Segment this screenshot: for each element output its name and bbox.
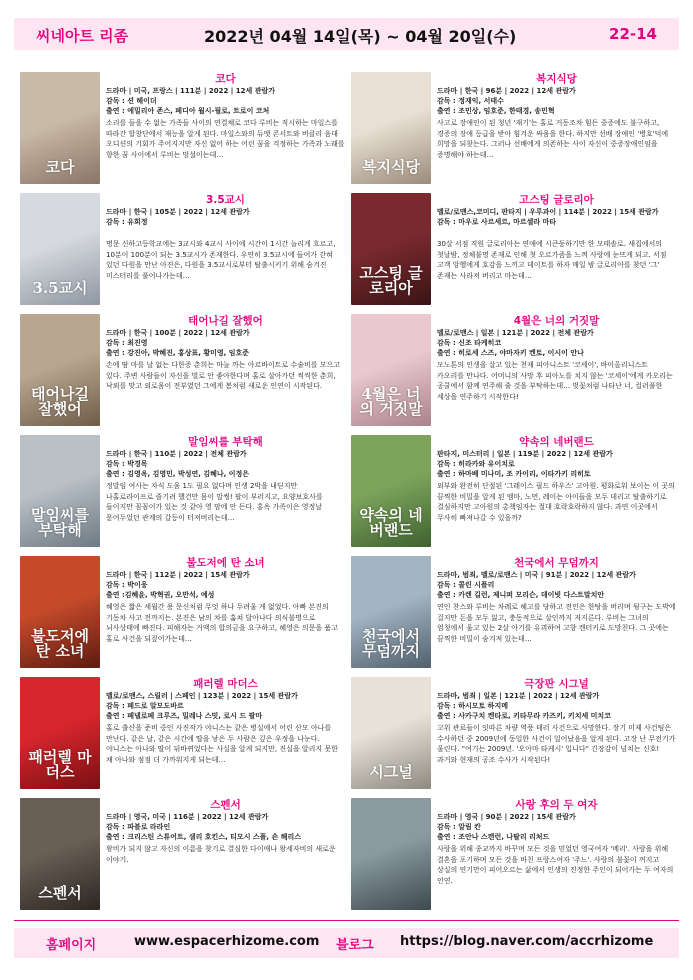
poster-title: 불도저에 탄 소녀 — [31, 626, 89, 661]
film-meta: 드라마 | 한국 | 100분 | 2022 | 12세 관람가 — [106, 329, 250, 337]
blog-link[interactable]: https://blog.naver.com/accrhizome — [400, 934, 654, 949]
film-cast: 출연 : 사카구치 켄타로, 키타무라 카즈키, 키치세 미치코 — [437, 712, 611, 720]
film-synopsis: 정말임 여사는 자식 도움 1도 필요 없다며 인생 2막을 내딛지만 나홀로라이프로 즐기려 했건만 몸이 말썽! 팔이 부러지고, 요양보호사를 들이지만 꼼꼼이가 있는 것 같아 영 맘에 안 든다. 홍옥 가족이은 영정날 묻어두었던 관계의 갈등이 터져버리는데… — [106, 482, 323, 522]
film-title: 코다 — [215, 73, 236, 85]
film-synopsis: 손에 땀 마를 날 없는 다한증 춘희는 마늘 까는 아르바이트로 수술비를 모으고 있다. 주변 사람들이 자신을 벌로 안 좋아한다며 홀로 살아가던 씩씩한 춘희, 낙뢰를 맞고 외로움이 전부였던 그에게 봄처럼 새로운 인연이 시작된다. — [106, 361, 341, 390]
poster-title: 패러렐 마더스 — [28, 747, 92, 782]
movie-poster — [20, 556, 100, 668]
date-range: 2022년 04월 14일(목) ~ 04월 20일(수) — [204, 27, 517, 46]
film-synopsis: 모노톤의 인생을 살고 있는 천재 피아니스트 '코세이', 바이올리니스트 카오리를 만나다. 어머니의 사망 후 피아노를 치지 않는 '코세이'에게 카오리는 공쿨에서 함께 연주해 줄 것을 부탁하는데… 벚꽃처럼 나타난 너, 컬러풀한 세상을 연주하기 시작한다! — [437, 361, 673, 401]
film-info — [106, 798, 345, 908]
film-director: 감독 : 콜린 시플리 — [437, 581, 495, 589]
film-info — [106, 314, 345, 424]
film-entry — [20, 798, 345, 915]
film-cast: 출연 : 히로세 스즈, 야마자키 켄토, 이시이 안나 — [437, 349, 584, 357]
poster-title: 약속의 네버랜드 — [359, 505, 423, 540]
movie-poster — [351, 314, 431, 426]
blog-label: 블로그 — [336, 938, 374, 953]
film-synopsis: 고위 관료들이 잇따른 차량 역풍 테러 사건으로 사망한다. 장기 미제 사건팀은 수사하던 중 2009년에 동일한 사건이 일어났음을 알게 된다. 고장 난 무전기가 울린다. "여기는 2009년. '오아마 타케시' 입니다" 긴장감이 넘치는 신호! 과거와 현재의 공조 수사가 시작된다! — [437, 724, 676, 764]
film-cast: 출연 : 조안나 스캔런, 나탈리 리처드 — [437, 833, 550, 841]
film-info — [437, 193, 676, 303]
film-info — [437, 435, 676, 545]
film-info — [437, 556, 676, 666]
film-info — [437, 72, 676, 182]
film-director: 감독 : 하시모토 하지메 — [437, 702, 508, 710]
film-title: 패러렐 마더스 — [193, 678, 258, 690]
film-director: 감독 : 알림 칸 — [437, 823, 481, 831]
poster-title: 태어나길 잘했어 — [31, 384, 89, 419]
homepage-link[interactable]: www.espacerhizome.com — [134, 934, 320, 949]
header-bar — [14, 18, 679, 50]
movie-poster — [351, 798, 431, 910]
film-title: 3.5교시 — [206, 194, 245, 206]
film-title: 복지식당 — [536, 73, 577, 85]
film-synopsis: 외부와 완전히 단절된 '그레이스 필드 하우스' 고아원. 평화로워 보이는 이 곳의 끔찍한 비밀을 알게 된 엠마, 노먼, 레이는 아이들을 모두 데리고 탈출하기로 결심하지만 고아원의 총책임자는 절대 호락호락하지 않다. 과연 이곳에서 무사히 빠져나갈 수 있을까? — [437, 482, 675, 522]
film-director: 감독 : 정재익, 서태수 — [437, 97, 504, 105]
film-synopsis: 홀로 출산을 준비 중인 사진작가 야니스는 같은 병실에서 어린 산모 아나를 만난다. 같은 날, 같은 시간에 딸을 낳은 두 사람은 깊은 우정을 나눈다. 야니스는 아나와 딸이 뒤바뀌었다는 사실을 알게 되지만, 진실을 알리지 못한 채 아나와 점점 더 가까워지게 되는데… — [106, 724, 338, 764]
movie-poster — [351, 72, 431, 184]
movie-poster — [20, 677, 100, 789]
film-synopsis: 왕비가 되지 않고 자신의 이름을 찾기로 결심한 다이애나 왕세자비의 새로운 이야기. — [106, 845, 336, 864]
poster-title: 시그널 — [369, 763, 413, 782]
film-title: 불도저에 탄 소녀 — [186, 557, 265, 569]
footer-divider — [14, 920, 679, 921]
film-entry — [351, 193, 676, 310]
film-director: 감독 : 마우로 사르세르, 마르셀라 마타 — [437, 218, 557, 226]
film-director: 감독 : 박이웅 — [106, 581, 148, 589]
film-synopsis: 혜영은 짧은 세월간 용 문신처럼 무엇 하나 두려울 게 없었다. 아빠 본진의 기동차 사고 전까지는. 본진은 남의 차를 훔쳐 달아나다 의식불명으로 뇌사상태에 빠진다. 피해자는 거액의 합의금을 요구하고, 혜영은 의문을 품고 홀로 사건을 되짚어가는데… — [106, 603, 338, 643]
film-meta: 드라마 | 한국 | 96분 | 2022 | 12세 관람가 — [437, 87, 576, 95]
film-cast: 출연 : 에밀리아 존스, 페디아 월시-필로, 트로이 코처 — [106, 107, 270, 115]
poster-title: 4월은 너의 거짓말 — [359, 384, 423, 419]
film-director: 감독 : 페드로 알모도바르 — [106, 702, 184, 710]
film-entry — [20, 314, 345, 431]
film-title: 사랑 후의 두 여자 — [515, 799, 598, 811]
film-entry — [20, 72, 345, 189]
film-entry — [351, 556, 676, 673]
movie-poster — [20, 193, 100, 305]
film-director: 감독 : 히라카와 유이치로 — [437, 460, 515, 468]
film-meta: 멜로/로맨스 | 일본 | 121분 | 2022 | 전체 관람가 — [437, 329, 594, 337]
film-synopsis: 명문 신하고등학교에는 3교시와 4교시 사이에 시간이 1시간 늘리게 흐르고, 10분이 100분이 되는 3.5교시가 존재한다. 우연히 3.5교시에 들어가 갇혀 있던 다원을 만난 아진은, 다원을 3.5교시로부터 탈출시키기 위해 숨겨진 미스터리를 풀어나가는데… — [106, 240, 336, 280]
film-synopsis: 사랑을 위해 종교까지 바꾸며 모든 것을 믿었던 영국여자 '메리'. 사랑을 위해 결혼을 포기하며 모든 것을 바친 프랑스여자 '주느'. 사랑의 불꽃이 꺼지고 상실의 연기만이 피어오르는 삶에서 인생의 진정한 주인이 되어가는 두 여자의 인연. — [437, 845, 674, 885]
poster-title: 고스팅 글로리아 — [359, 263, 423, 298]
film-meta: 드라마 | 영국, 미국 | 116분 | 2022 | 12세 관람가 — [106, 813, 269, 821]
film-meta: 드라마, 범죄, 멜로/로맨스 | 미국 | 91분 | 2022 | 12세 관람가 — [437, 571, 636, 579]
movie-poster — [351, 435, 431, 547]
film-entry — [20, 556, 345, 673]
film-cast: 출연 : 페넬로페 크루즈, 밀레나 스밋, 로시 드 팔마 — [106, 712, 263, 720]
film-meta: 드라마 | 미국, 프랑스 | 111분 | 2022 | 12세 관람가 — [106, 87, 275, 95]
film-director: 감독 : 신조 타케히코 — [437, 339, 502, 347]
film-synopsis: 30살 서점 직원 글로리아는 연애에 시큰둥하기만 한 모태솔로. 새집에서의 첫날밤, 정체불명 존재로 인해 첫 오르가즘을 느껴 사랑에 눈뜨게 되고. 서점 고객 앙헬에게 호감을 느끼고 데이트를 하자 매일 밤 글로리아를 찾던 '그' 존재는 사라져 버리고 마는데… — [437, 240, 667, 280]
poster-title: 3.5교시 — [32, 279, 88, 298]
film-synopsis: 사고로 장애인이 된 청년 '재기'는 홀로 거동조차 힘든 중증에도 불구하고, 경증의 장애 등급을 받아 힘겨운 싸움을 한다. 하지만 선배 장애인 '병호'덕에 희망을 되찾는다. 그러나 선배에게 의존하는 사이 자신이 중증장애인임을 증명해야 하는데… — [437, 119, 669, 159]
film-cast: 출연 : 카렌 길런, 제니퍼 모리슨, 데이빗 다스트말치안 — [437, 591, 605, 599]
poster-title: 복지식당 — [362, 158, 420, 177]
film-director: 감독 : 최진영 — [106, 339, 148, 347]
film-entry — [351, 677, 676, 794]
movie-poster — [20, 435, 100, 547]
film-title: 태어나길 잘했어 — [188, 315, 263, 327]
film-synopsis: 소리를 들을 수 없는 가족들 사이의 연결체로 코다 루비는 직시하는 마일스를 따라간 합창단에서 재능을 알게 된다. 마일스와의 듀엣 콘서트와 버클리 음대 오디션의 기회가 주어지지만 자신 없어 하는 어린 꿈을 걱정하는 가족과 노래를 향한 꿈 사이에서 루비는 망설이는데… — [106, 119, 345, 159]
film-meta: 멜로/로맨스, 스릴러 | 스페인 | 123분 | 2022 | 15세 관람가 — [106, 692, 298, 700]
film-cast: 출연 : 김영옥, 김영민, 박성연, 김혜나, 이정은 — [106, 470, 250, 478]
film-meta: 드라마, 범죄 | 일본 | 121분 | 2022 | 12세 관람가 — [437, 692, 600, 700]
film-entry — [351, 314, 676, 431]
film-cast: 출연 : 조민상, 임호준, 한태경, 송민혁 — [437, 107, 555, 115]
movie-poster — [351, 556, 431, 668]
brand-name: 씨네아트 리좀 — [36, 27, 129, 45]
film-title: 말임씨를 부탁해 — [188, 436, 263, 448]
film-title: 약속의 네버랜드 — [519, 436, 594, 448]
film-info — [106, 435, 345, 545]
film-director: 감독 : 션 헤이더 — [106, 97, 157, 105]
film-meta: 드라마 | 한국 | 105분 | 2022 | 12세 관람가 — [106, 208, 250, 216]
film-info — [437, 677, 676, 787]
film-info — [106, 556, 345, 666]
film-info — [106, 72, 345, 182]
film-title: 고스팅 글로리아 — [519, 194, 594, 206]
footer-bar — [14, 928, 679, 958]
poster-title: 코다 — [45, 158, 75, 177]
film-entry — [20, 193, 345, 310]
poster-title: 스펜서 — [38, 884, 82, 903]
film-meta: 드라마 | 영국 | 90분 | 2022 | 15세 관람가 — [437, 813, 576, 821]
homepage-label: 홈페이지 — [46, 938, 97, 953]
spacer — [437, 227, 676, 237]
poster-title: 말임씨를 부탁해 — [31, 505, 89, 540]
film-title: 극장판 시그널 — [524, 678, 589, 690]
film-entry — [351, 798, 676, 915]
film-cast: 출연 : 강진아, 박혜진, 홍상표, 황미영, 임호준 — [106, 349, 250, 357]
poster-title: 천국에서 무덤까지 — [362, 626, 420, 661]
movie-poster — [351, 193, 431, 305]
movie-poster — [351, 677, 431, 789]
movie-poster — [20, 72, 100, 184]
film-entry — [20, 677, 345, 794]
film-cast: 출연 :김혜윤, 박혁권, 오만석, 예성 — [106, 591, 215, 599]
film-cast: 출연 : 하마베 미나미, 조 카이리, 이타가키 리히토 — [437, 470, 591, 478]
film-meta: 드라마 | 한국 | 110분 | 2022 | 전체 관람가 — [106, 450, 247, 458]
film-meta: 판타지, 미스터리 | 일본 | 119분 | 2022 | 12세 관람가 — [437, 450, 613, 458]
film-meta: 드라마 | 한국 | 112분 | 2022 | 15세 관람가 — [106, 571, 250, 579]
film-title: 천국에서 무덤까지 — [514, 557, 599, 569]
movie-poster — [20, 798, 100, 910]
film-title: 4월은 너의 거짓말 — [513, 315, 600, 327]
film-entry — [20, 435, 345, 552]
film-entry — [351, 435, 676, 552]
film-info — [106, 193, 345, 303]
film-title: 스펜서 — [210, 799, 241, 811]
film-director: 감독 : 파블로 라라인 — [106, 823, 171, 831]
film-director: 감독 : 박경목 — [106, 460, 148, 468]
film-director: 감독 : 유희정 — [106, 218, 148, 226]
film-entry — [351, 72, 676, 189]
film-info — [437, 798, 676, 908]
film-info — [106, 677, 345, 787]
film-meta: 멜로/로맨스,코미디, 판타지 | 우루과이 | 114분 | 2022 | 15세 관람가 — [437, 208, 659, 216]
film-synopsis: 연인 찬스와 루비는 차레로 헤고를 당하고 전인은 한탕을 버리며 뒹구는 도박에 걸지만 돈을 모두 잃고, 충동적으로 살인까지 저지른다. 루비는 그녀의 엄청에서 울고 있는 2살 아기를 유괴하여 고향 켄터키로 도망친다. 그 곳에는 끔찍한 비밀이 숨겨져 있는데… — [437, 603, 676, 643]
film-info — [437, 314, 676, 424]
film-cast: 출연 : 크리스틴 스튜어트, 샐리 호킨스, 티모시 스폴, 숀 해리스 — [106, 833, 301, 841]
spacer — [106, 227, 345, 237]
issue-number: 22-14 — [609, 25, 657, 43]
movie-poster — [20, 314, 100, 426]
